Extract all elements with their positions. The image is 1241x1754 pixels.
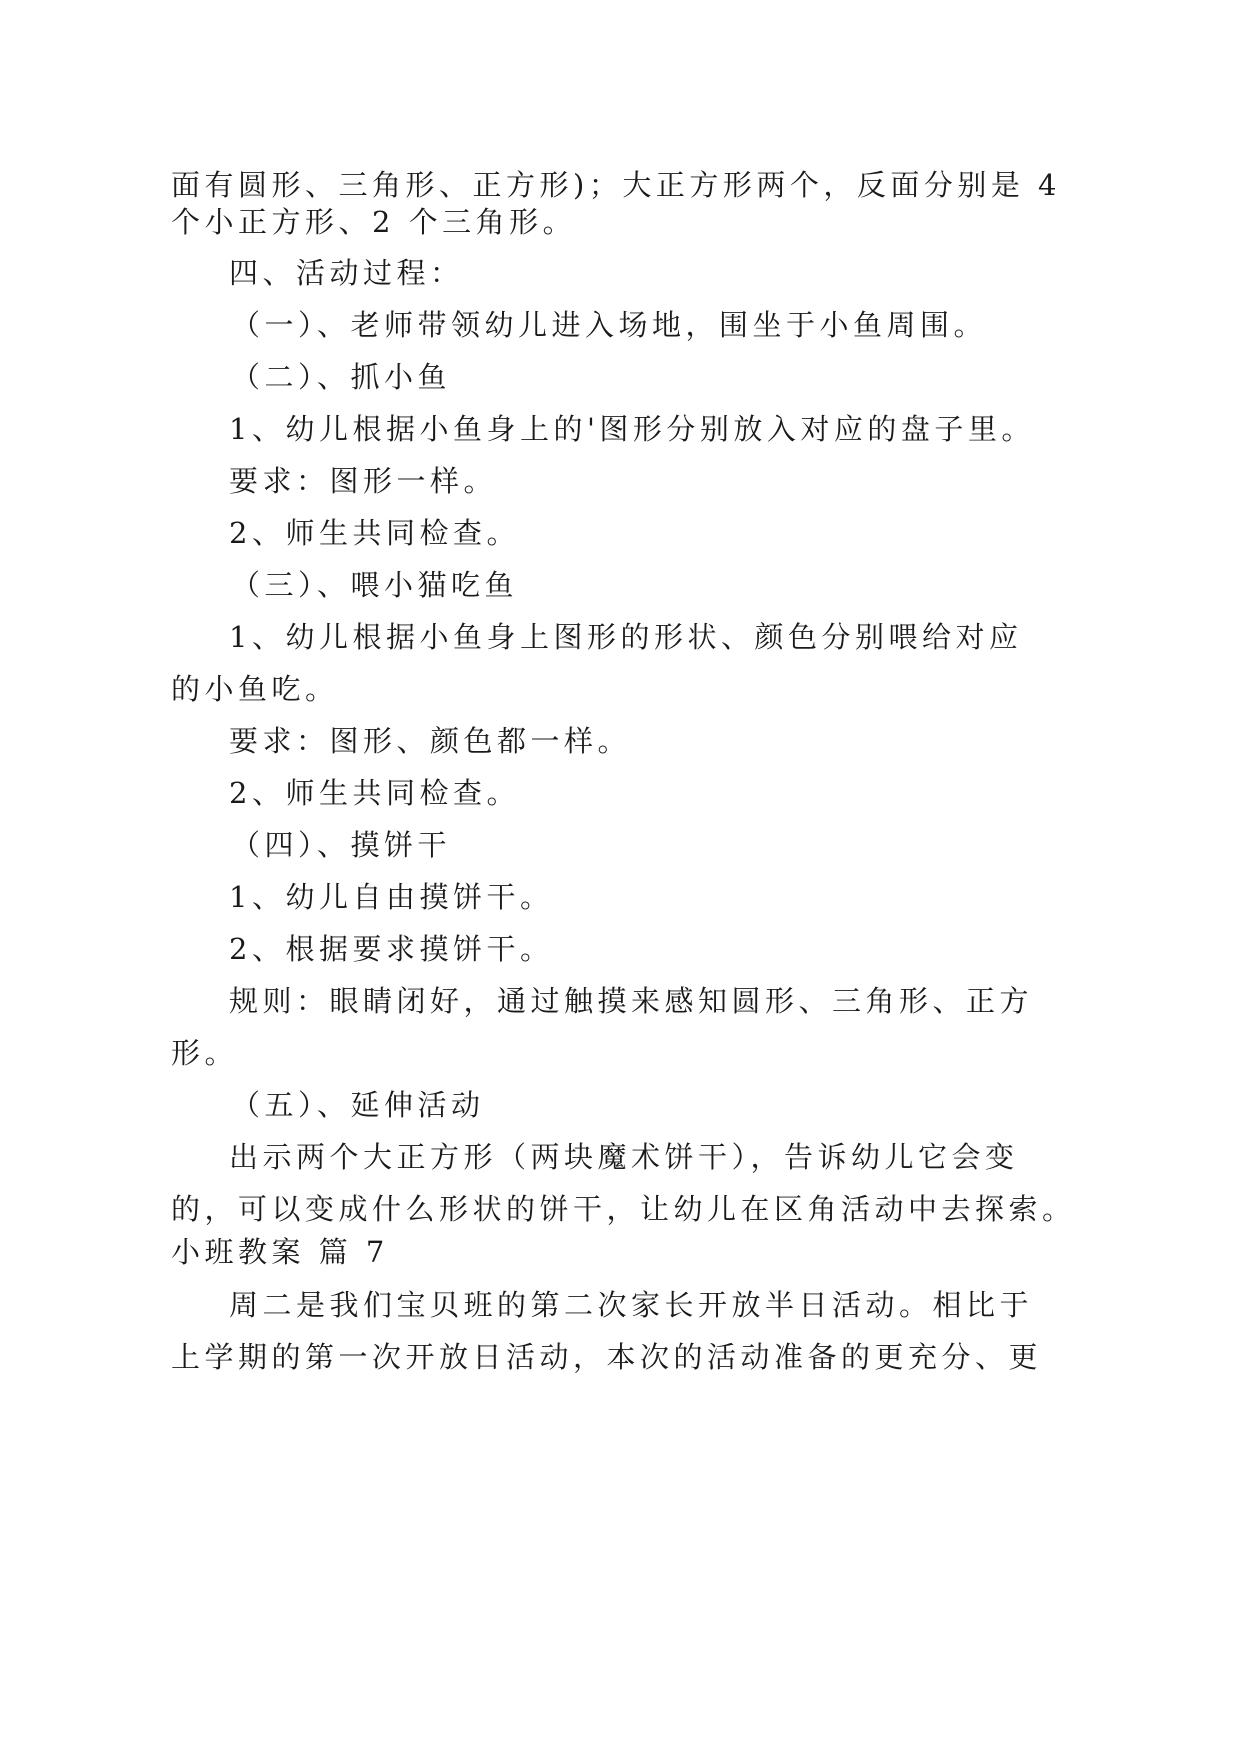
text-line: 面有圆形、三角形、正方形)；大正方形两个，反面分别是 4 <box>171 168 1061 202</box>
subsection-heading: （三）、喂小猫吃鱼 <box>231 568 519 602</box>
text-line: 1、幼儿自由摸饼干。 <box>229 880 554 914</box>
text-line: 要求：图形一样。 <box>229 464 498 498</box>
text-line: 个小正方形、2 个三角形。 <box>171 205 577 239</box>
text-line: 的小鱼吃。 <box>171 672 339 706</box>
section-heading: 四、活动过程： <box>229 256 464 290</box>
subsection-heading: （五）、延伸活动 <box>231 1088 485 1122</box>
subsection-heading: （四）、摸饼干 <box>231 828 452 862</box>
text-line: 规则：眼睛闭好，通过触摸来感知圆形、三角形、正方 <box>229 984 1034 1018</box>
text-line: 2、师生共同检查。 <box>229 776 520 810</box>
text-line: 要求：图形、颜色都一样。 <box>229 724 632 758</box>
text-line: 上学期的第一次开放日活动，本次的活动准备的更充分、更 <box>171 1340 1043 1374</box>
text-line: 1、幼儿根据小鱼身上图形的形状、颜色分别喂给对应 <box>229 620 1023 654</box>
text-line: 出示两个大正方形（两块魔术饼干），告诉幼儿它会变 <box>229 1140 1019 1174</box>
text-line: 周二是我们宝贝班的第二次家长开放半日活动。相比于 <box>229 1288 1034 1322</box>
subsection-heading: （一）、老师带领幼儿进入场地，围坐于小鱼周围。 <box>231 308 988 342</box>
text-line: 2、根据要求摸饼干。 <box>229 932 554 966</box>
text-line: 1、幼儿根据小鱼身上的'图形分别放入对应的盘子里。 <box>229 412 1035 446</box>
text-line: 2、师生共同检查。 <box>229 516 520 550</box>
article-title: 小班教案 篇 7 <box>171 1235 389 1269</box>
subsection-heading: （二）、抓小鱼 <box>231 360 452 394</box>
text-line: 形。 <box>171 1036 239 1070</box>
text-line: 的，可以变成什么形状的饼干，让幼儿在区角活动中去探索。 <box>171 1192 1076 1226</box>
